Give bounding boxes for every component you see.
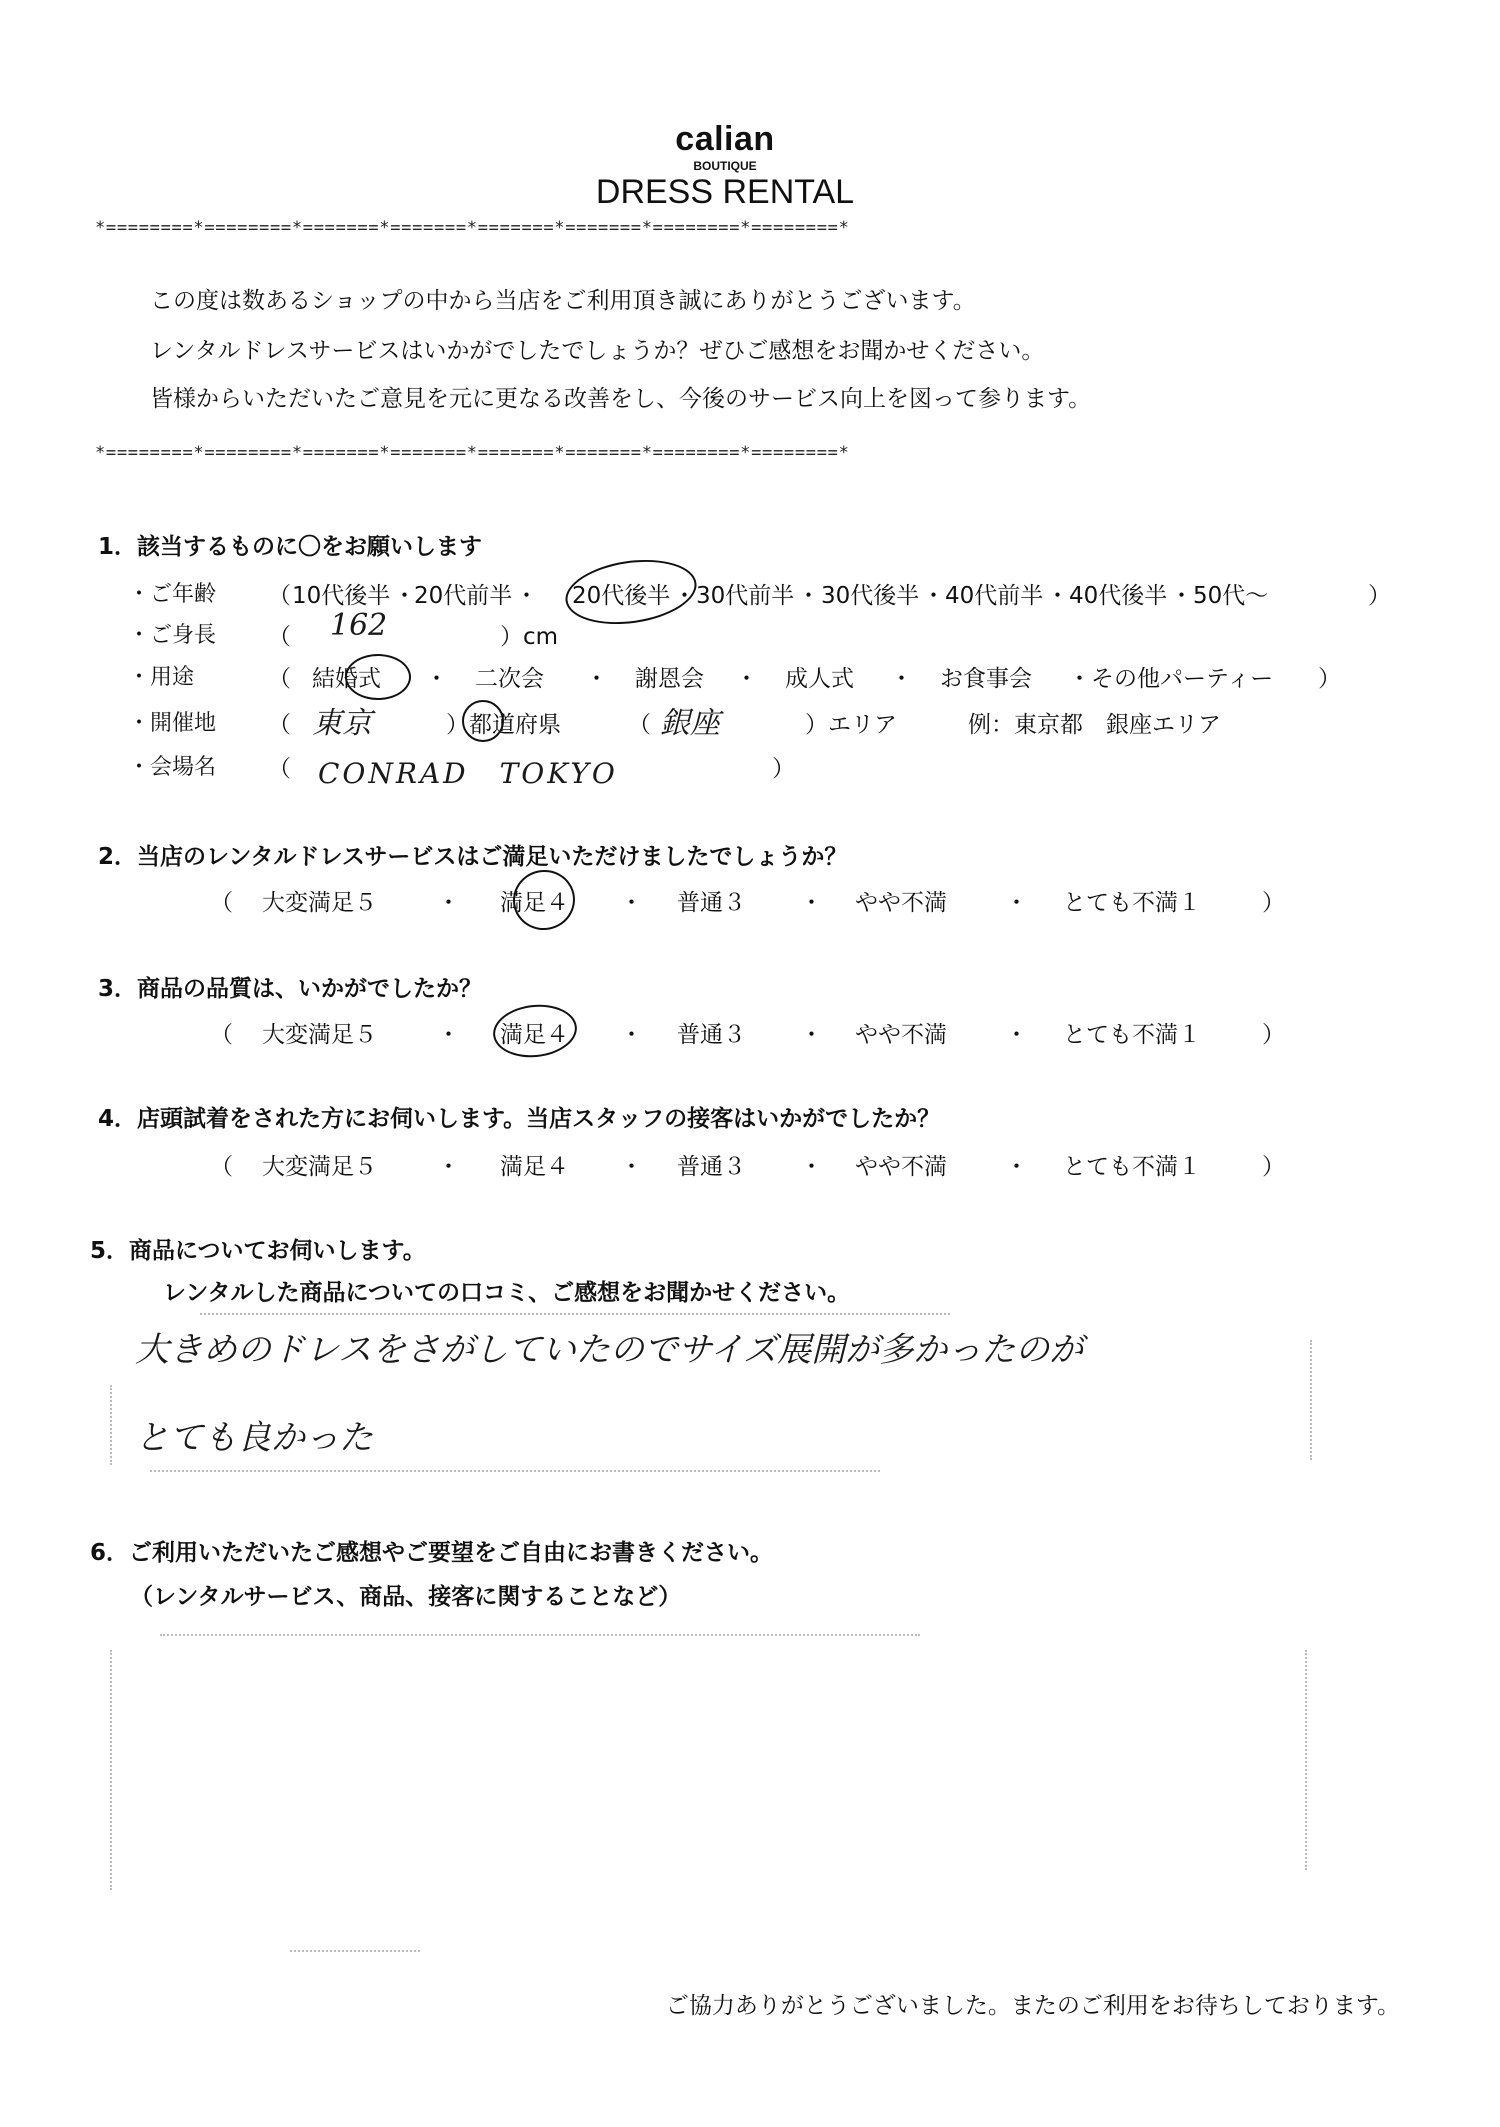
age-sep: ・: [1046, 583, 1069, 609]
age-sep: ・: [1170, 583, 1193, 609]
q3-option-neutral[interactable]: 普通３: [677, 1022, 746, 1048]
brand-logo: calian: [675, 120, 775, 158]
q2-selection-circle: [507, 864, 580, 936]
age-option-30s-late[interactable]: 30代後半: [821, 583, 920, 609]
purpose-open-paren: （: [268, 666, 291, 692]
q4-option-satisfied[interactable]: 満足４: [500, 1154, 569, 1180]
q4-sep: ・: [800, 1154, 823, 1180]
age-sep: ・: [797, 583, 820, 609]
q2-sep: ・: [800, 890, 823, 916]
purpose-option-other-party[interactable]: ・その他パーティー: [1068, 666, 1274, 692]
age-sep: ・: [515, 583, 538, 609]
q3-option-very-unsatisfied[interactable]: とても不満１: [1063, 1022, 1201, 1048]
q3-option-somewhat-unsatisfied[interactable]: やや不満: [855, 1022, 947, 1048]
purpose-sep: ・: [735, 666, 758, 692]
q3-sep: ・: [1005, 1022, 1028, 1048]
q4-sep: ・: [620, 1154, 643, 1180]
q3-option-satisfied[interactable]: 満足４: [500, 1022, 569, 1048]
closing-message: ご協力ありがとうございました。またのご利用をお待ちしております。: [665, 1993, 1400, 2019]
q2-option-very-unsatisfied[interactable]: とても不満１: [1063, 890, 1201, 916]
q5-left-dots: [110, 1385, 112, 1465]
q6-title: 6．ご利用いただいたご感想やご要望をご自由にお書きください。: [90, 1540, 774, 1566]
q5-bottom-dots: [150, 1470, 880, 1472]
age-option-40s-early[interactable]: 40代前半: [945, 583, 1044, 609]
q3-option-very-satisfied[interactable]: 大変満足５: [262, 1022, 377, 1048]
venue-name-value[interactable]: CONRAD TOKYO: [318, 757, 618, 790]
purpose-close-paren: ）: [1318, 666, 1341, 692]
q4-title: 4．店頭試着をされた方にお伺いします。当店スタッフの接客はいかがでしたか？: [98, 1106, 941, 1132]
height-value[interactable]: 162: [330, 608, 388, 643]
venue-name-label: ・会場名: [128, 755, 217, 780]
area-open-paren: （: [628, 712, 651, 738]
height-open-paren: （: [268, 624, 291, 650]
q4-option-neutral[interactable]: 普通３: [677, 1154, 746, 1180]
age-selection-circle: [561, 552, 700, 632]
q6-guide-dots: [160, 1634, 920, 1636]
area-example: 例：東京都 銀座エリア: [968, 712, 1221, 738]
age-sep: ・: [393, 583, 416, 609]
q2-option-very-satisfied[interactable]: 大変満足５: [262, 890, 377, 916]
age-option-10s-late[interactable]: 10代後半: [292, 583, 391, 609]
purpose-sep: ・: [890, 666, 913, 692]
q5-subtitle: レンタルした商品についての口コミ、ご感想をお聞かせください。: [163, 1280, 851, 1306]
venue-name-close-paren: ）: [772, 756, 795, 782]
intro-line-1: この度は数あるショップの中から当店をご利用頂き誠にありがとうございます。: [150, 288, 976, 314]
q2-close-paren: ）: [1262, 890, 1285, 916]
q4-option-somewhat-unsatisfied[interactable]: やや不満: [855, 1154, 947, 1180]
age-close-paren: ）: [1368, 583, 1391, 609]
q5-guide-dots: [200, 1313, 950, 1315]
q6-subtitle: （レンタルサービス、商品、接客に関することなど）: [130, 1584, 682, 1610]
venue-area-open-paren: （: [268, 712, 291, 738]
q3-open-paren: （: [210, 1022, 233, 1048]
q5-answer-line-2[interactable]: とても良かった: [135, 1418, 373, 1458]
q5-answer-line-1[interactable]: 大きめのドレスをさがしていたのでサイズ展開が多かったのが: [135, 1330, 1084, 1370]
purpose-option-dinner[interactable]: お食事会: [940, 666, 1032, 692]
venue-name-open-paren: （: [268, 756, 291, 782]
purpose-option-after-party[interactable]: 二次会: [475, 666, 544, 692]
venue-area-label: ・開催地: [128, 711, 217, 736]
purpose-option-wedding[interactable]: 結婚式: [312, 666, 381, 692]
age-sep: ・: [673, 583, 696, 609]
q5-title: 5．商品についてお伺いします。: [90, 1238, 426, 1264]
q3-selection-circle: [491, 1001, 580, 1061]
age-option-40s-late[interactable]: 40代後半: [1069, 583, 1168, 609]
age-option-30s-early[interactable]: 30代前半: [696, 583, 795, 609]
q3-sep: ・: [800, 1022, 823, 1048]
age-sep: ・: [922, 583, 945, 609]
prefecture-suffix: ）都道府県: [446, 712, 561, 738]
q2-option-satisfied[interactable]: 満足４: [500, 890, 569, 916]
q2-sep: ・: [437, 890, 460, 916]
q6-bottom-dots: [290, 1950, 420, 1952]
purpose-label: ・用途: [128, 665, 195, 690]
age-label: ・ご年齢: [128, 582, 217, 607]
q2-title: 2．当店のレンタルドレスサービスはご満足いただけましたでしょうか？: [98, 844, 848, 870]
q4-close-paren: ）: [1262, 1154, 1285, 1180]
height-label: ・ご身長: [128, 623, 217, 648]
q3-sep: ・: [620, 1022, 643, 1048]
age-option-20s-late[interactable]: 20代後半: [572, 583, 671, 609]
purpose-option-coming-of-age[interactable]: 成人式: [785, 666, 854, 692]
q4-option-very-satisfied[interactable]: 大変満足５: [262, 1154, 377, 1180]
q1-title: 1．該当するものに〇をお願いします: [98, 534, 483, 560]
divider-top: *========*========*=======*=======*=======*=======*========*========*: [95, 218, 850, 238]
purpose-sep: ・: [585, 666, 608, 692]
prefecture-value[interactable]: 東京: [312, 706, 372, 741]
age-open-paren: （: [268, 583, 291, 609]
q3-title: 3．商品の品質は、いかがでしたか？: [98, 976, 483, 1002]
intro-line-2: レンタルドレスサービスはいかがでしたでしょうか？ぜひご感想をお聞かせください。: [150, 338, 1045, 364]
area-value[interactable]: 銀座: [660, 706, 720, 741]
q2-sep: ・: [1005, 890, 1028, 916]
prefecture-selection-circle: [462, 700, 504, 742]
age-option-20s-early[interactable]: 20代前半: [414, 583, 513, 609]
purpose-option-thanks-party[interactable]: 謝恩会: [635, 666, 704, 692]
q4-sep: ・: [437, 1154, 460, 1180]
q4-open-paren: （: [210, 1154, 233, 1180]
q6-right-dots: [1305, 1650, 1307, 1870]
q2-option-somewhat-unsatisfied[interactable]: やや不満: [855, 890, 947, 916]
purpose-selection-circle: [345, 654, 411, 700]
height-unit: ）cm: [500, 624, 559, 650]
divider-bottom: *========*========*=======*=======*=======*=======*========*========*: [95, 443, 850, 463]
q2-option-neutral[interactable]: 普通３: [677, 890, 746, 916]
purpose-sep: ・: [425, 666, 448, 692]
brand-sub-label: BOUTIQUE: [693, 159, 757, 173]
q5-right-dots: [1310, 1340, 1312, 1460]
area-suffix: ）エリア: [805, 712, 897, 738]
q4-sep: ・: [1005, 1154, 1028, 1180]
age-option-50s[interactable]: 50代〜: [1193, 583, 1269, 609]
q2-open-paren: （: [210, 890, 233, 916]
q3-sep: ・: [437, 1022, 460, 1048]
form-title: DRESS RENTAL: [595, 173, 855, 211]
intro-line-3: 皆様からいただいたご意見を元に更なる改善をし、今後のサービス向上を図って参ります。: [150, 386, 1092, 412]
q4-option-very-unsatisfied[interactable]: とても不満１: [1063, 1154, 1201, 1180]
q3-close-paren: ）: [1262, 1022, 1285, 1048]
q6-left-dots: [110, 1650, 112, 1890]
q2-sep: ・: [620, 890, 643, 916]
